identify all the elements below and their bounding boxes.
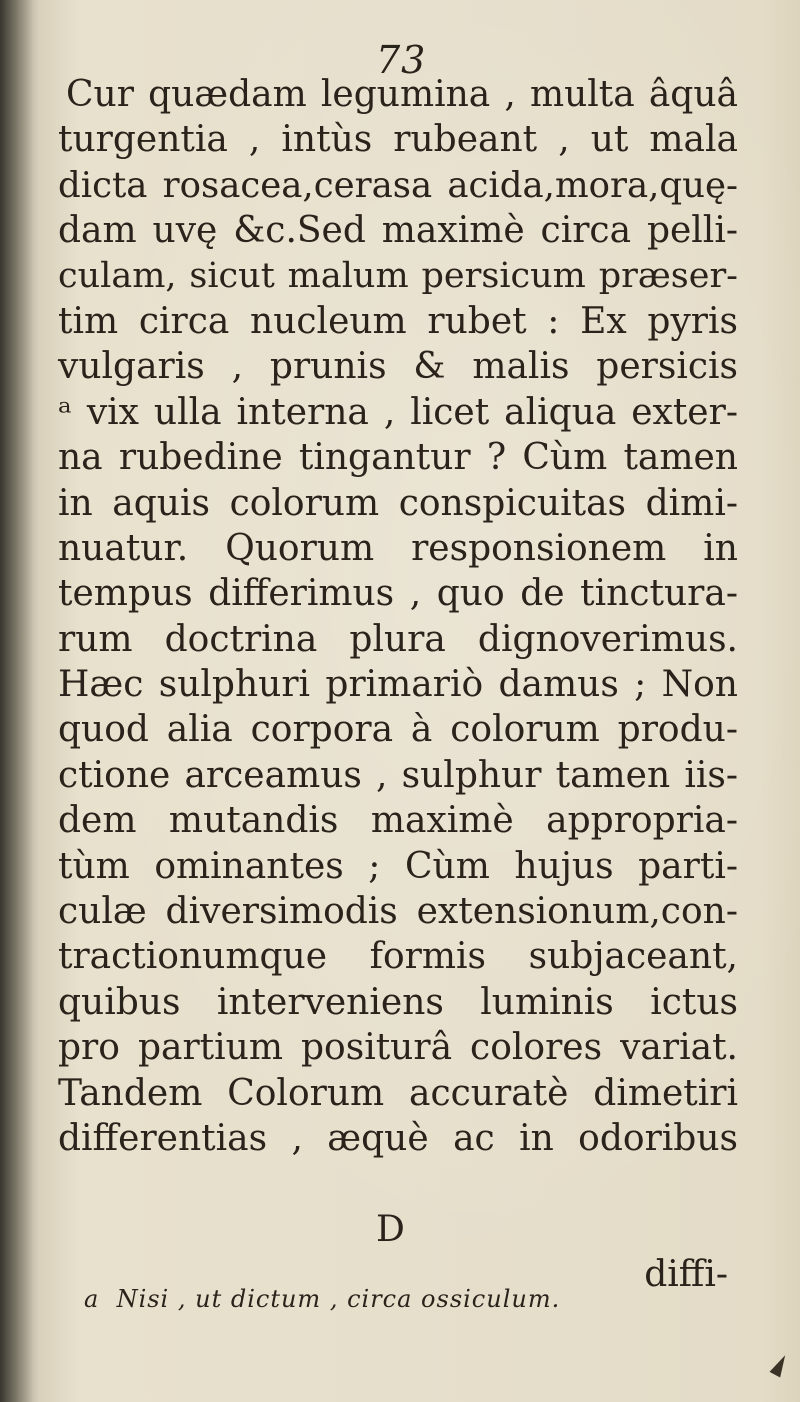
text-line: culæ diversimodis extensionum,con- (58, 891, 738, 933)
text-line: tùm ominantes ; Cùm hujus parti- (58, 845, 738, 887)
text-line: vulgaris , prunis & malis persicis (58, 346, 738, 388)
corner-smudge (770, 1352, 791, 1377)
text-line: dam uvę &c.Sed maximè circa pelli- (58, 210, 738, 252)
text-line: na rubedine tingantur ? Cùm tamen (58, 437, 738, 479)
catchword: diffi- (644, 1254, 728, 1296)
text-line: ᵃ vix ulla interna , licet aliqua exter- (58, 391, 738, 433)
text-line: culam, sicut malum persicum præser- (58, 255, 738, 296)
text-line: ctione arceamus , sulphur tamen iis- (58, 754, 738, 796)
footnote: a Nisi , ut dictum , circa ossiculum. (84, 1285, 561, 1313)
text-line: dicta rosacea,cerasa acida,mora,quę- (58, 164, 738, 206)
text-line: nuatur. Quorum responsionem in (58, 527, 738, 569)
text-line: tim circa nucleum rubet : Ex pyris (58, 300, 738, 342)
signature-mark: D (376, 1208, 405, 1250)
text-line: dem mutandis maximè appropria- (58, 800, 738, 842)
text-line: tempus differimus , quo de tinctura- (58, 573, 738, 615)
text-line: in aquis colorum conspicuitas dimi- (58, 482, 738, 524)
signature-line (58, 1161, 738, 1296)
text-line: quibus interveniens luminis ictus (58, 981, 738, 1023)
text-line: turgentia , intùs rubeant , ut mala (58, 119, 738, 161)
text-line: Cur quædam legumina , multa âquâ (66, 74, 738, 115)
page-number: 73 (376, 38, 427, 82)
text-line: tractionumque formis subjaceant, (58, 936, 738, 978)
text-line: Tandem Colorum accuratè dimetiri (58, 1072, 738, 1114)
text-line: quod alia corpora à colorum produ- (58, 709, 738, 751)
text-line: Hæc sulphuri primariò damus ; Non (58, 664, 738, 706)
binding-gutter (0, 0, 34, 1402)
text-line: rum doctrina plura dignoverimus. (58, 618, 738, 660)
body-text (58, 72, 738, 1296)
text-line: pro partium positurâ colores variat. (58, 1027, 738, 1069)
text-line: differentias , æquè ac in odoribus (58, 1117, 738, 1159)
